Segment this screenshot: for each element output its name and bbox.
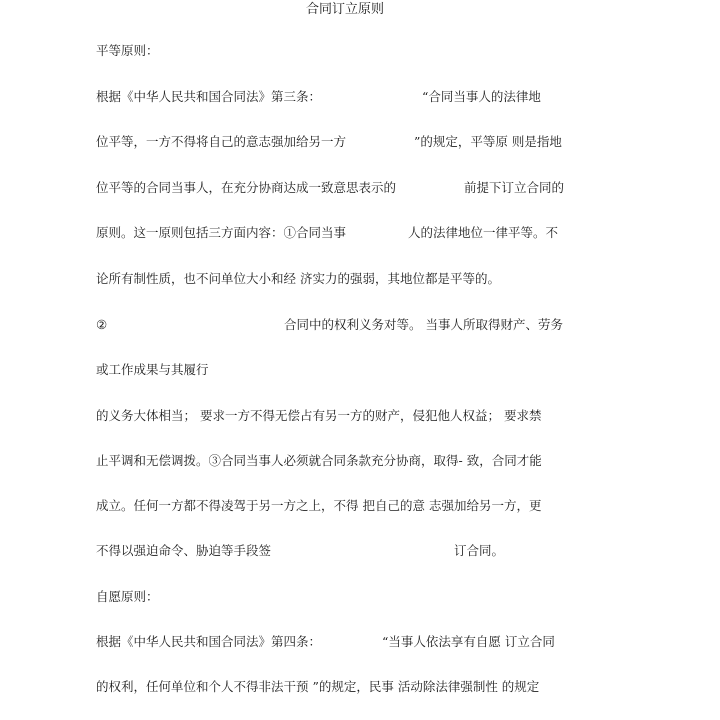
text-segment: ② xyxy=(96,317,108,332)
text-segment: 合同中的权利义务对等。 当事人所取得财产、劳务 xyxy=(284,317,563,332)
text-segment: 根据《中华人民共和国合同法》第四条： xyxy=(96,634,322,649)
text-segment: 成立。任何一方都不得凌驾于另一方之上，不得 把自己的意 志强加给另一方，更 xyxy=(96,498,542,513)
text-segment: 根据《中华人民共和国合同法》第三条： xyxy=(96,89,322,104)
text-segment: 订合同。 xyxy=(454,543,505,558)
text-segment: 的义务大体相当； 要求一方不得无偿占有另一方的财产，侵犯他人权益； 要求禁 xyxy=(96,408,542,423)
text-segment: ”的规定，平等原 则是指地 xyxy=(414,134,562,149)
text-segment: “当事人依法享有自愿 订立合同 xyxy=(382,634,555,649)
text-segment: 人的法律地位一律平等。不 xyxy=(408,225,559,240)
text-segment: 不得以强迫命令、胁迫等手段签 xyxy=(96,543,272,558)
text-segment: 位平等的合同当事人，在充分协商达成一致意思表示的 xyxy=(96,180,397,195)
document-title: 合同订立原则 xyxy=(305,2,384,17)
text-segment: “合同当事人的法律地 xyxy=(422,89,541,104)
text-segment: 平等原则： xyxy=(96,43,159,58)
text-segment: 前提下订立合同的 xyxy=(464,180,565,195)
text-segment: 或工作成果与其履行 xyxy=(96,362,209,377)
text-segment: 的权利，任何单位和个人不得非法干预 ”的规定，民事 活动除法律强制性 的规定 xyxy=(96,679,540,694)
text-segment: 自愿原则： xyxy=(96,589,159,604)
text-segment: 原则。这一原则包括三方面内容：①合同当事 xyxy=(96,225,347,240)
text-segment: 位平等，一方不得将自己的意志强加给另一方 xyxy=(96,134,347,149)
text-segment: 止平调和无偿调拨。③合同当事人必须就合同条款充分协商，取得- 致，合同才能 xyxy=(96,453,542,468)
text-segment: 论所有制性质，也不问单位大小和经 济实力的强弱，其地位都是平等的。 xyxy=(96,271,500,286)
